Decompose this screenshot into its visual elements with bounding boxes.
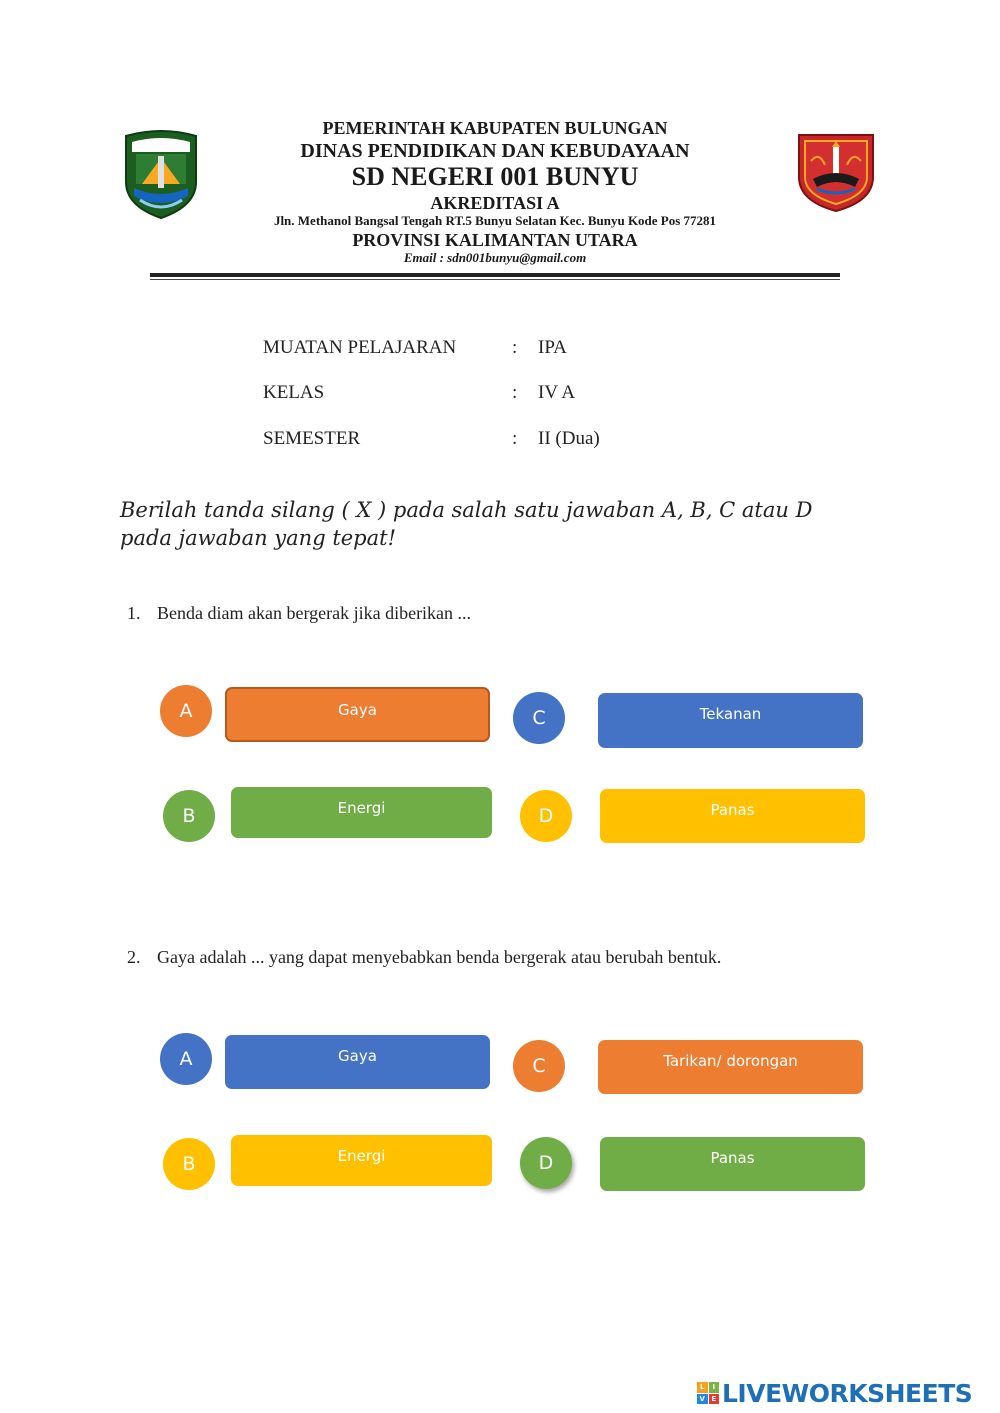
meta-value-semester: II (Dua) — [538, 428, 600, 449]
meta-colon: : — [512, 428, 518, 449]
q1-option-b-answer[interactable]: Energi — [231, 787, 492, 838]
header-province: PROVINSI KALIMANTAN UTARA — [352, 230, 638, 250]
header-address: Jln. Methanol Bangsal Tengah RT.5 Bunyu Selatan Kec. Bunyu Kode Pos 77281 — [273, 213, 717, 228]
icon-letter: L — [697, 1382, 708, 1393]
header-department: DINAS PENDIDIKAN DAN KEBUDAYAAN — [300, 140, 690, 162]
q1-option-b-marker[interactable]: B — [163, 790, 215, 842]
q1-option-a-marker[interactable]: A — [160, 685, 212, 737]
liveworksheets-icon — [697, 1382, 719, 1404]
question-number: 1. — [127, 603, 141, 623]
q2-option-b-marker[interactable]: B — [163, 1138, 215, 1190]
header-accreditation: AKREDITASI A — [430, 193, 560, 213]
instruction-line-2: pada jawaban yang tepat! — [120, 526, 397, 550]
instruction — [120, 496, 880, 552]
question-1 — [127, 603, 471, 624]
liveworksheets-logo[interactable] — [697, 1378, 972, 1408]
icon-letter: E — [709, 1394, 720, 1405]
question-text: Benda diam akan bergerak jika diberikan ... — [157, 603, 472, 623]
question-2 — [127, 947, 721, 968]
instruction-line-1: Berilah tanda silang ( X ) pada salah satu jawaban A, B, C atau D — [120, 498, 813, 522]
q1-option-d-answer[interactable]: Panas — [600, 789, 865, 843]
meta-label-class: KELAS — [263, 382, 325, 403]
meta-value-class: IV A — [538, 382, 576, 403]
header-email: Email : sdn001bunyu@gmail.com — [403, 250, 587, 265]
q2-option-d-answer[interactable]: Panas — [600, 1137, 865, 1191]
header-government: PEMERINTAH KABUPATEN BULUNGAN — [322, 118, 668, 138]
question-number: 2. — [127, 947, 141, 967]
meta-label-subject: MUATAN PELAJARAN — [263, 337, 457, 358]
q2-option-d-marker[interactable]: D — [520, 1137, 572, 1189]
question-text: Gaya adalah ... yang dapat menyebabkan benda bergerak atau berubah bentuk. — [157, 947, 722, 967]
icon-letter: V — [697, 1394, 708, 1405]
header-school-name: SD NEGERI 001 BUNYU — [351, 162, 639, 191]
q1-option-c-answer[interactable]: Tekanan — [598, 693, 863, 748]
q2-option-a-marker[interactable]: A — [160, 1033, 212, 1085]
q2-option-c-marker[interactable]: C — [513, 1040, 565, 1092]
q1-option-a-answer[interactable]: Gaya — [225, 687, 490, 742]
meta-value-subject: IPA — [538, 337, 567, 358]
q1-option-c-marker[interactable]: C — [513, 692, 565, 744]
icon-letter: I — [709, 1382, 720, 1393]
q2-option-a-answer[interactable]: Gaya — [225, 1035, 490, 1089]
q2-option-c-answer[interactable]: Tarikan/ dorongan — [598, 1040, 863, 1094]
q2-option-b-answer[interactable]: Energi — [231, 1135, 492, 1186]
q1-option-d-marker[interactable]: D — [520, 790, 572, 842]
header-divider-thin — [150, 279, 840, 280]
meta-label-semester: SEMESTER — [263, 428, 361, 449]
meta-colon: : — [512, 337, 518, 358]
liveworksheets-brand: LIVEWORKSHEETS — [722, 1378, 973, 1408]
meta-colon: : — [512, 382, 518, 403]
header-divider — [150, 273, 840, 277]
